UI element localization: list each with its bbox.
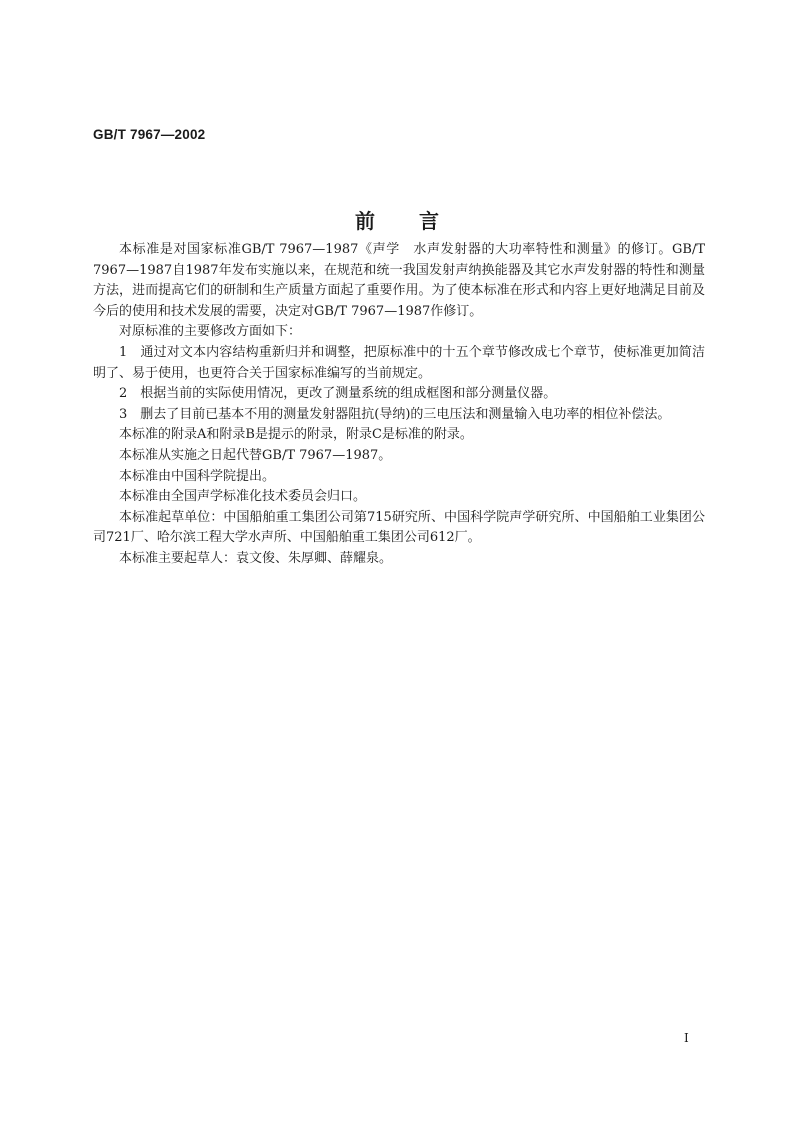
document-body <box>93 240 705 570</box>
revision-item-3: 3 删去了目前已基本不用的测量发射器阻抗(导纳)的三电压法和测量输入电功率的相位补偿法。 <box>119 406 671 422</box>
page-title: 前言 <box>355 209 483 233</box>
proposer-paragraph: 本标准由中国科学院提出。 <box>119 468 276 484</box>
standard-code-header: GB/T 7967—2002 <box>93 127 206 142</box>
page-number: I <box>684 1031 689 1045</box>
drafting-units-paragraph: 本标准起草单位：中国船舶重工集团公司第715研究所、中国科学院声学研究所、中国船舶工业集团公司721厂、哈尔滨工程大学水声所、中国船舶重工集团公司612厂。 <box>93 509 705 546</box>
replacement-paragraph: 本标准从实施之日起代替GB/T 7967—1987。 <box>119 447 392 463</box>
revision-item-2: 2 根据当前的实际使用情况，更改了测量系统的组成框图和部分测量仪器。 <box>119 386 557 402</box>
appendix-paragraph: 本标准的附录A和附录B是提示的附录，附录C是标准的附录。 <box>119 427 473 443</box>
revision-intro-paragraph: 对原标准的主要修改方面如下： <box>119 324 302 340</box>
intro-paragraph: 本标准是对国家标准GB/T 7967—1987《声学 水声发射器的大功率特性和测量》的修订。GB/T 7967—1987自1987年发布实施以来，在规范和统一我国发射声纳换能器及其它水声发射器的特性和测量方法，进而提高它们的研制和生产质量方面起了重要作用。为了使本标准在形式和内容上更好地满足目前及今后的使用和技术发展的需要，决定对GB/T 7967—1987作修订。 <box>93 242 705 319</box>
drafters-paragraph: 本标准主要起草人：袁文俊、朱厚卿、薛耀泉。 <box>119 550 393 566</box>
revision-item-1: 1 通过对文本内容结构重新归并和调整，把原标准中的十五个章节修改成七个章节，使标准更加简洁明了、易于使用，也更符合关于国家标准编写的当前规定。 <box>93 344 705 381</box>
committee-paragraph: 本标准由全国声学标准化技术委员会归口。 <box>119 489 367 505</box>
